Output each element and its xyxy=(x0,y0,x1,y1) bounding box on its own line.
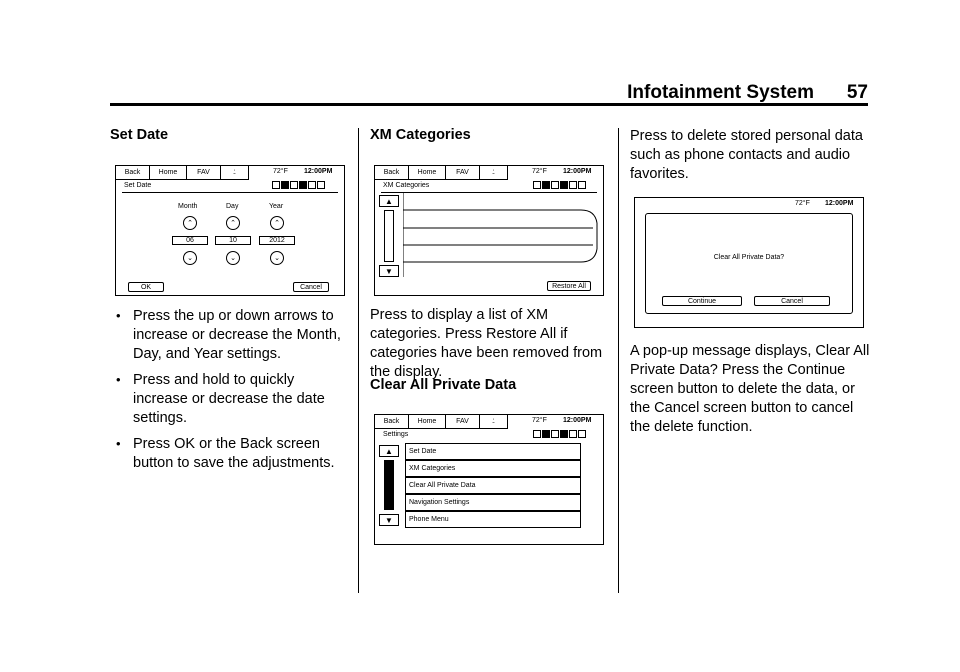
screen-xm-categories xyxy=(374,165,604,296)
status-icon xyxy=(290,181,298,189)
screen-settings xyxy=(374,414,604,545)
fav-button[interactable]: FAV xyxy=(446,415,480,429)
screen-clear-data-popup xyxy=(634,197,864,328)
month-value: 06 xyxy=(172,236,208,245)
clock: 12:00PM xyxy=(563,168,592,175)
status-icon xyxy=(560,181,568,189)
continue-button[interactable]: Continue xyxy=(662,296,742,306)
ok-button[interactable]: OK xyxy=(128,282,164,292)
popup-message: Clear All Private Data? xyxy=(713,254,785,261)
scrollbar[interactable] xyxy=(384,210,394,262)
settings-item-xm-categories[interactable]: XM Categories xyxy=(405,460,581,477)
column-divider xyxy=(618,128,619,593)
status-icon xyxy=(578,181,586,189)
temperature: 72°F xyxy=(273,168,288,175)
phone-icon[interactable]: ⍘ xyxy=(221,166,249,180)
status-icon xyxy=(542,181,550,189)
cancel-button[interactable]: Cancel xyxy=(293,282,329,292)
restore-all-button[interactable]: Restore All xyxy=(547,281,591,291)
heading-set-date: Set Date xyxy=(110,127,169,143)
status-icon xyxy=(281,181,289,189)
set-date-instructions xyxy=(110,307,350,480)
status-icon xyxy=(533,430,541,438)
heading-clear-private-data: Clear All Private Data xyxy=(370,377,517,393)
fav-button[interactable]: FAV xyxy=(187,166,221,180)
status-icon xyxy=(551,181,559,189)
section-title: Infotainment System xyxy=(627,82,814,103)
fav-button[interactable]: FAV xyxy=(446,166,480,180)
phone-icon[interactable]: ⍘ xyxy=(480,415,508,429)
screen-title: Set Date xyxy=(124,182,152,189)
back-button[interactable]: Back xyxy=(116,166,150,180)
settings-item-clear-private-data[interactable]: Clear All Private Data xyxy=(405,477,581,494)
year-down-icon[interactable]: ⌄ xyxy=(270,251,284,265)
heading-xm-categories: XM Categories xyxy=(370,127,471,143)
list-item: • Press OK or the Back screen button to save the adjustments. xyxy=(110,435,350,473)
temperature: 72°F xyxy=(795,200,810,207)
temperature: 72°F xyxy=(532,168,547,175)
status-icon xyxy=(560,430,568,438)
list-item: • Press and hold to quickly increase or decrease the date settings. xyxy=(110,371,350,428)
year-value: 2012 xyxy=(259,236,295,245)
status-icon xyxy=(569,181,577,189)
home-button[interactable]: Home xyxy=(409,166,446,180)
status-icons xyxy=(533,181,586,189)
column-divider xyxy=(358,128,359,593)
xm-categories-description: Press to display a list of XM categories. Press Restore All if categories have been removed from the display. xyxy=(370,307,603,380)
clear-data-description: Press to delete stored personal data such as phone contacts and audio favorites. xyxy=(630,128,863,182)
back-button[interactable]: Back xyxy=(375,415,409,429)
screen-set-date xyxy=(115,165,345,296)
clock: 12:00PM xyxy=(825,200,854,207)
cancel-button[interactable]: Cancel xyxy=(754,296,830,306)
home-button[interactable]: Home xyxy=(409,415,446,429)
status-icon xyxy=(317,181,325,189)
page-number: 57 xyxy=(846,82,868,103)
temperature: 72°F xyxy=(532,417,547,424)
screen-title: Settings xyxy=(383,431,409,438)
status-icon xyxy=(533,181,541,189)
status-icon xyxy=(569,430,577,438)
month-up-icon[interactable]: ⌃ xyxy=(183,216,197,230)
settings-item-set-date[interactable]: Set Date xyxy=(405,443,581,460)
screen-title: XM Categories xyxy=(383,182,430,189)
clock: 12:00PM xyxy=(304,168,333,175)
scrollbar[interactable] xyxy=(384,460,394,510)
status-icons xyxy=(272,181,325,189)
status-icon xyxy=(308,181,316,189)
home-button[interactable]: Home xyxy=(150,166,187,180)
header-rule xyxy=(110,103,868,106)
year-up-icon[interactable]: ⌃ xyxy=(270,216,284,230)
day-down-icon[interactable]: ⌄ xyxy=(226,251,240,265)
scroll-up-icon[interactable]: ▲ xyxy=(379,445,399,457)
scroll-up-icon[interactable]: ▲ xyxy=(379,195,399,207)
back-button[interactable]: Back xyxy=(375,166,409,180)
status-icons xyxy=(533,430,586,438)
status-icon xyxy=(542,430,550,438)
day-label: Day xyxy=(226,203,239,210)
list-item: • Press the up or down arrows to increase or decrease the Month, Day, and Year settings. xyxy=(110,307,350,364)
status-icon xyxy=(551,430,559,438)
settings-item-phone-menu[interactable]: Phone Menu xyxy=(405,511,581,528)
popup-description: A pop-up message displays, Clear All Private Data? Press the Continue screen button to delete the data, or the Cancel screen button to cancel the delete function. xyxy=(630,343,870,435)
month-down-icon[interactable]: ⌄ xyxy=(183,251,197,265)
day-up-icon[interactable]: ⌃ xyxy=(226,216,240,230)
title-rule xyxy=(122,192,338,193)
status-icon xyxy=(299,181,307,189)
clock: 12:00PM xyxy=(563,417,592,424)
year-label: Year xyxy=(269,203,284,210)
status-icon xyxy=(578,430,586,438)
day-value: 10 xyxy=(215,236,251,245)
settings-item-navigation[interactable]: Navigation Settings xyxy=(405,494,581,511)
popup-dialog xyxy=(645,213,853,314)
phone-icon[interactable]: ⍘ xyxy=(480,166,508,180)
status-icon xyxy=(272,181,280,189)
scroll-down-icon[interactable]: ▼ xyxy=(379,514,399,526)
category-list xyxy=(403,193,599,279)
scroll-down-icon[interactable]: ▼ xyxy=(379,265,399,277)
month-label: Month xyxy=(178,203,198,210)
